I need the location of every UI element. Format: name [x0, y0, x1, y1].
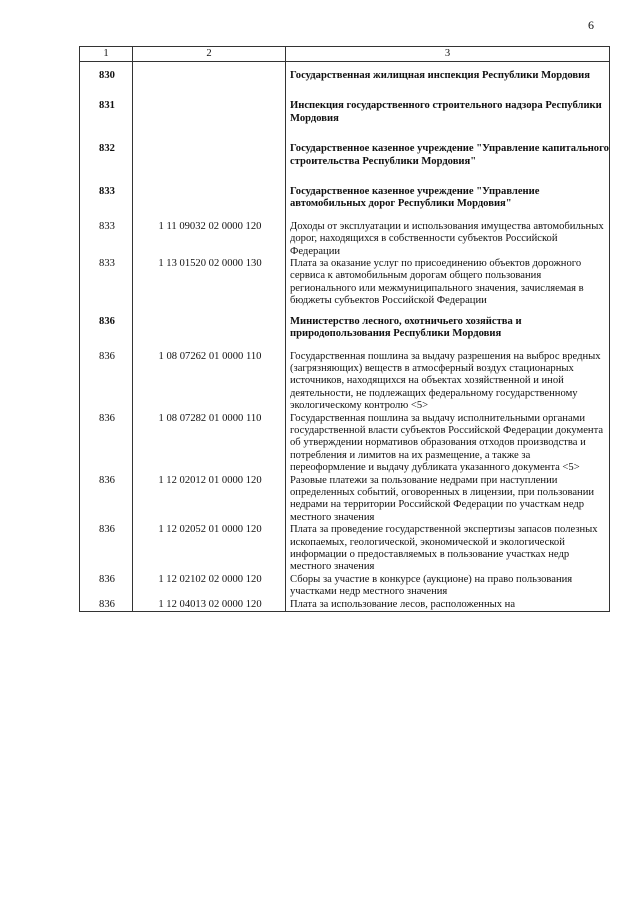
- income-code-cell: 1 08 07282 01 0000 110: [133, 413, 286, 475]
- income-code-cell: [133, 62, 286, 93]
- admin-code-cell: 833: [80, 178, 133, 221]
- income-name-cell: Государственное казенное учреждение "Управление автомобильных дорог Республики Мордовия": [286, 178, 610, 221]
- column-header-name: 3: [286, 47, 610, 62]
- income-name-cell: Государственная пошлина за выдачу разрешения на выброс вредных (загрязняющих) веществ в атмосферный воздух стационарных источников, находящихся на объектах хозяйственной и иной деятельности, не подлежащих федеральному государственному экологическому контролю <5>: [286, 351, 610, 413]
- table-header-row: [80, 47, 610, 62]
- admin-code-cell: 836: [80, 351, 133, 413]
- table-row-heading: [80, 178, 610, 221]
- budget-classification-table: [79, 46, 610, 612]
- admin-code-cell: 836: [80, 524, 133, 574]
- income-code-cell: 1 11 09032 02 0000 120: [133, 221, 286, 258]
- table-body: [80, 62, 610, 612]
- income-name-cell: Доходы от эксплуатации и использования имущества автомобильных дорог, находящихся в собственности субъектов Российской Федерации: [286, 221, 610, 258]
- admin-code-cell: 836: [80, 599, 133, 612]
- table-row: [80, 258, 610, 308]
- income-name-cell: Сборы за участие в конкурсе (аукционе) на право пользования участками недр местного значения: [286, 574, 610, 599]
- income-name-cell: Плата за использование лесов, расположенных на: [286, 599, 610, 612]
- table-row: [80, 524, 610, 574]
- table-row-heading: [80, 308, 610, 351]
- table-row: [80, 221, 610, 258]
- income-code-cell: 1 12 02102 02 0000 120: [133, 574, 286, 599]
- page-number: 6: [588, 18, 594, 32]
- income-name-cell: Плата за оказание услуг по присоединению объектов дорожного сервиса к автомобильным дорогам общего пользования регионального или межмуниципального значения, зачисляемая в бюджеты субъектов Российской Федерации: [286, 258, 610, 308]
- admin-code-cell: 833: [80, 258, 133, 308]
- income-code-cell: [133, 178, 286, 221]
- income-code-cell: [133, 308, 286, 351]
- income-name-cell: Инспекция государственного строительного надзора Республики Мордовия: [286, 92, 610, 135]
- table-row: [80, 475, 610, 525]
- column-header-code: 2: [133, 47, 286, 62]
- admin-code-cell: 836: [80, 413, 133, 475]
- income-code-cell: 1 13 01520 02 0000 130: [133, 258, 286, 308]
- income-code-cell: 1 08 07262 01 0000 110: [133, 351, 286, 413]
- income-name-cell: Государственное казенное учреждение "Управление капитального строительства Республики Мордовия": [286, 135, 610, 178]
- admin-code-cell: 836: [80, 475, 133, 525]
- table-row: [80, 599, 610, 612]
- admin-code-cell: 830: [80, 62, 133, 93]
- table-row: [80, 574, 610, 599]
- income-code-cell: 1 12 02052 01 0000 120: [133, 524, 286, 574]
- income-name-cell: Разовые платежи за пользование недрами при наступлении определенных событий, оговоренных в лицензии, при пользовании недрами на территории Российской Федерации по участкам недр местного значения: [286, 475, 610, 525]
- table-row-heading: [80, 92, 610, 135]
- admin-code-cell: 836: [80, 574, 133, 599]
- admin-code-cell: 836: [80, 308, 133, 351]
- table-row-heading: [80, 62, 610, 93]
- admin-code-cell: 833: [80, 221, 133, 258]
- income-code-cell: [133, 135, 286, 178]
- table-row: [80, 351, 610, 413]
- income-name-cell: Плата за проведение государственной экспертизы запасов полезных ископаемых, геологической, экономической и экологической информации о предоставляемых в пользование участках недр местного значения: [286, 524, 610, 574]
- admin-code-cell: 831: [80, 92, 133, 135]
- table-row: [80, 413, 610, 475]
- income-name-cell: Государственная жилищная инспекция Республики Мордовия: [286, 62, 610, 93]
- income-code-cell: 1 12 04013 02 0000 120: [133, 599, 286, 612]
- table-row-heading: [80, 135, 610, 178]
- admin-code-cell: 832: [80, 135, 133, 178]
- column-header-admin: 1: [80, 47, 133, 62]
- income-code-cell: [133, 92, 286, 135]
- income-name-cell: Министерство лесного, охотничьего хозяйства и природопользования Республики Мордовия: [286, 308, 610, 351]
- income-name-cell: Государственная пошлина за выдачу исполнительными органами государственной власти субъектов Российской Федерации документа об утверждении нормативов образования отходов производства и потребления и лимитов на их размещение, а также за переоформление и выдачу дубликата указанного документа <5>: [286, 413, 610, 475]
- income-code-cell: 1 12 02012 01 0000 120: [133, 475, 286, 525]
